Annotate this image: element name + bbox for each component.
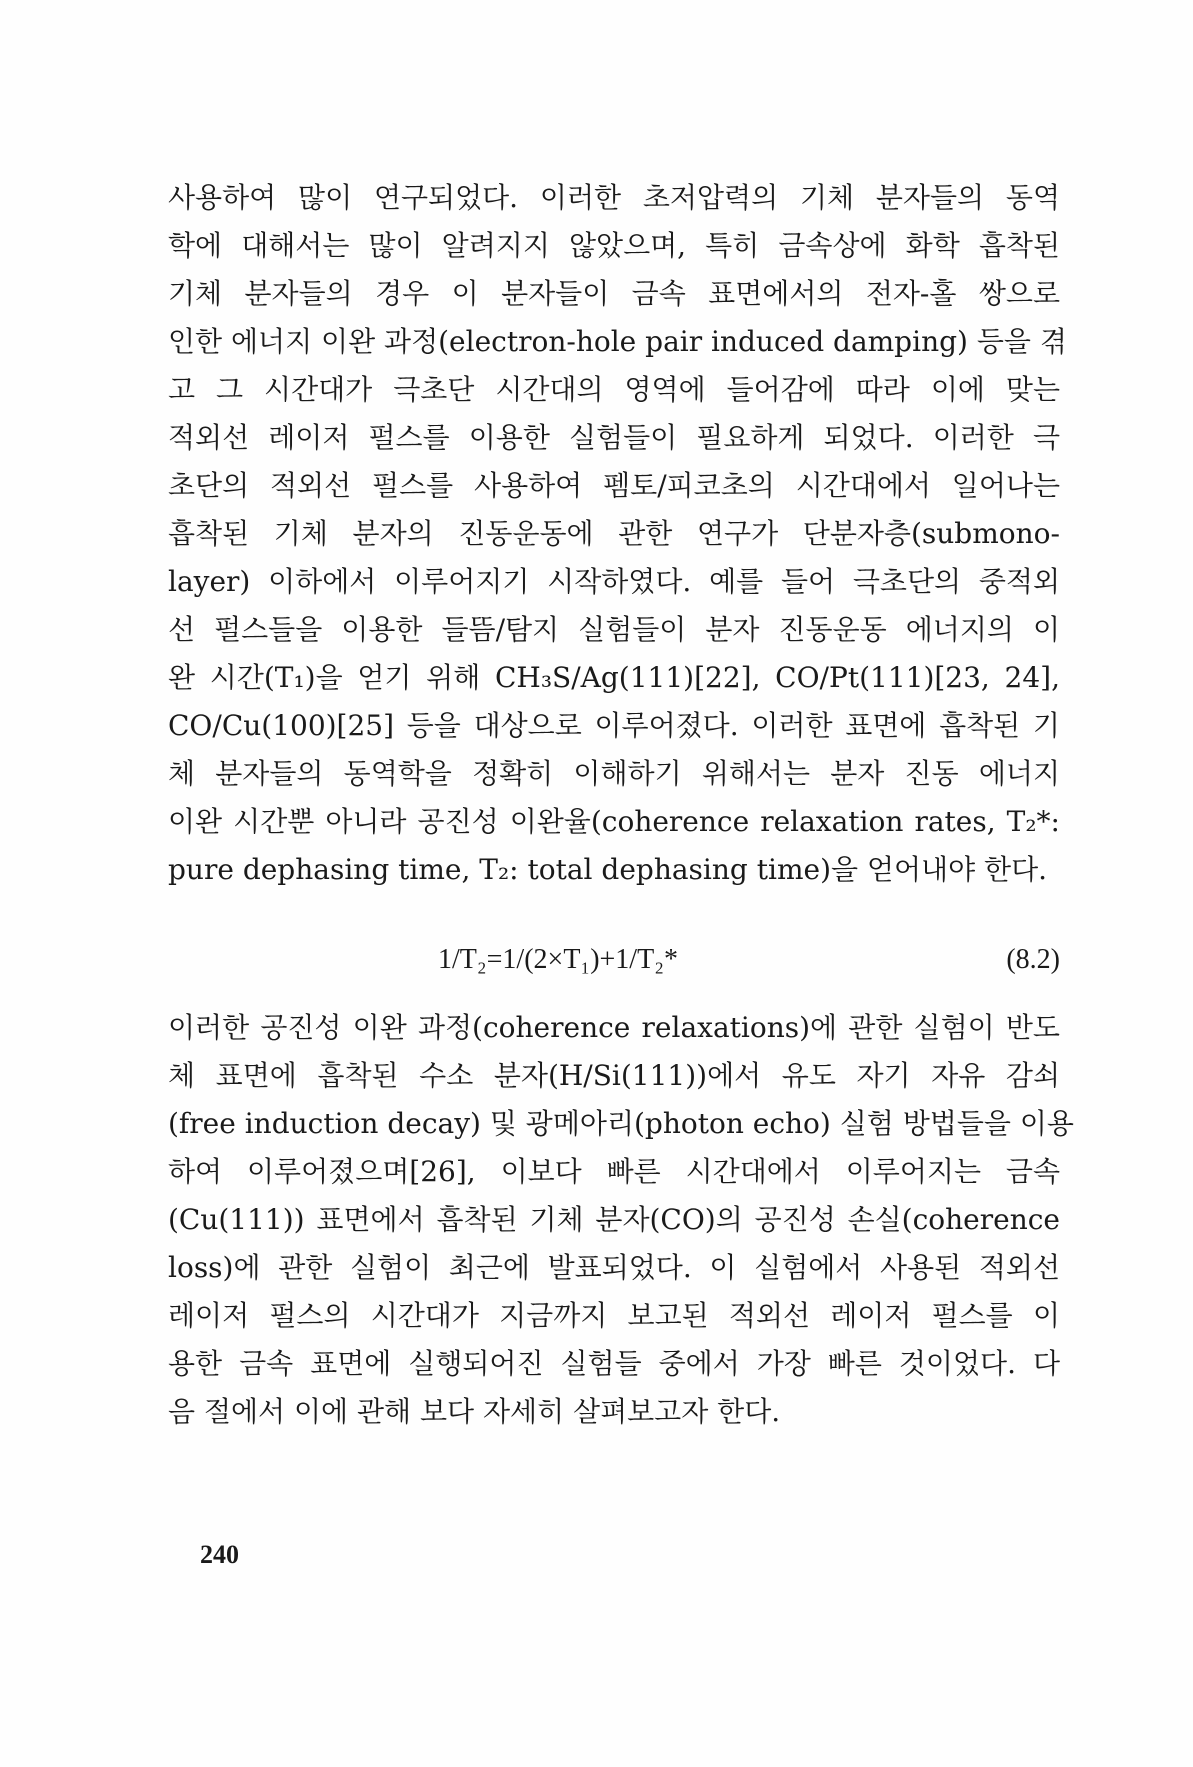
equation-number: (8.2) (1006, 944, 1060, 975)
text-line: 인한 에너지 이완 과정(electron-hole pair induced damping) 등을 겪 (168, 325, 1067, 358)
text-line: 레이저 펄스의 시간대가 지금까지 보고된 적외선 레이저 펄스를 이 (168, 1299, 1060, 1332)
text-line: 하여 이루어졌으며[26], 이보다 빠른 시간대에서 이루어지는 금속 (168, 1155, 1060, 1188)
text-line: 초단의 적외선 펄스를 사용하여 펨토/피코초의 시간대에서 일어나는 (168, 469, 1060, 502)
text-line: 음 절에서 이에 관해 보다 자세히 살펴보고자 한다. (168, 1395, 781, 1428)
text-line: 이완 시간뿐 아니라 공진성 이완율(coherence relaxation rates, T₂*: (168, 805, 1060, 838)
text-line: 체 분자들의 동역학을 정확히 이해하기 위해서는 분자 진동 에너지 (168, 757, 1060, 790)
text-line: 고 그 시간대가 극초단 시간대의 영역에 들어감에 따라 이에 맞는 (168, 373, 1060, 406)
text-line: (Cu(111)) 표면에서 흡착된 기체 분자(CO)의 공진성 손실(coherence (168, 1203, 1060, 1236)
text-line: CO/Cu(100)[25] 등을 대상으로 이루어졌다. 이러한 표면에 흡착된 기 (168, 709, 1060, 742)
text-line: 용한 금속 표면에 실행되어진 실험들 중에서 가장 빠른 것이었다. 다 (168, 1347, 1060, 1380)
text-line: 체 표면에 흡착된 수소 분자(H/Si(111))에서 유도 자기 자유 감쇠 (168, 1059, 1060, 1092)
text-line: 흡착된 기체 분자의 진동운동에 관한 연구가 단분자층(submono- (168, 517, 1060, 550)
text-line: pure dephasing time, T₂: total dephasing time)을 얻어내야 한다. (168, 853, 1048, 886)
text-line: 학에 대해서는 많이 알려지지 않았으며, 특히 금속상에 화학 흡착된 (168, 229, 1060, 262)
text-line: (free induction decay) 및 광메아리(photon echo) 실험 방법들을 이용 (168, 1107, 1074, 1140)
equation-formula: 1/T₂=1/(2×T₁)+1/T₂* (438, 944, 678, 975)
text-line: layer) 이하에서 이루어지기 시작하였다. 예를 들어 극초단의 중적외 (168, 565, 1060, 598)
text-line: 이러한 공진성 이완 과정(coherence relaxations)에 관한 실험이 반도 (168, 1011, 1060, 1044)
text-line: 선 펄스들을 이용한 들뜸/탐지 실험들이 분자 진동운동 에너지의 이 (168, 613, 1060, 646)
text-line: loss)에 관한 실험이 최근에 발표되었다. 이 실험에서 사용된 적외선 (168, 1251, 1060, 1284)
text-line: 적외선 레이저 펄스를 이용한 실험들이 필요하게 되었다. 이러한 극 (168, 421, 1060, 454)
equation-8-2 (168, 938, 1060, 982)
text-line: 완 시간(T₁)을 얻기 위해 CH₃S/Ag(111)[22], CO/Pt(111)[23, 24], (168, 661, 1060, 694)
page-number: 240 (200, 1540, 239, 1569)
text-line: 기체 분자들의 경우 이 분자들이 금속 표면에서의 전자-홀 쌍으로 (168, 277, 1060, 310)
text-line: 사용하여 많이 연구되었다. 이러한 초저압력의 기체 분자들의 동역 (168, 181, 1060, 214)
